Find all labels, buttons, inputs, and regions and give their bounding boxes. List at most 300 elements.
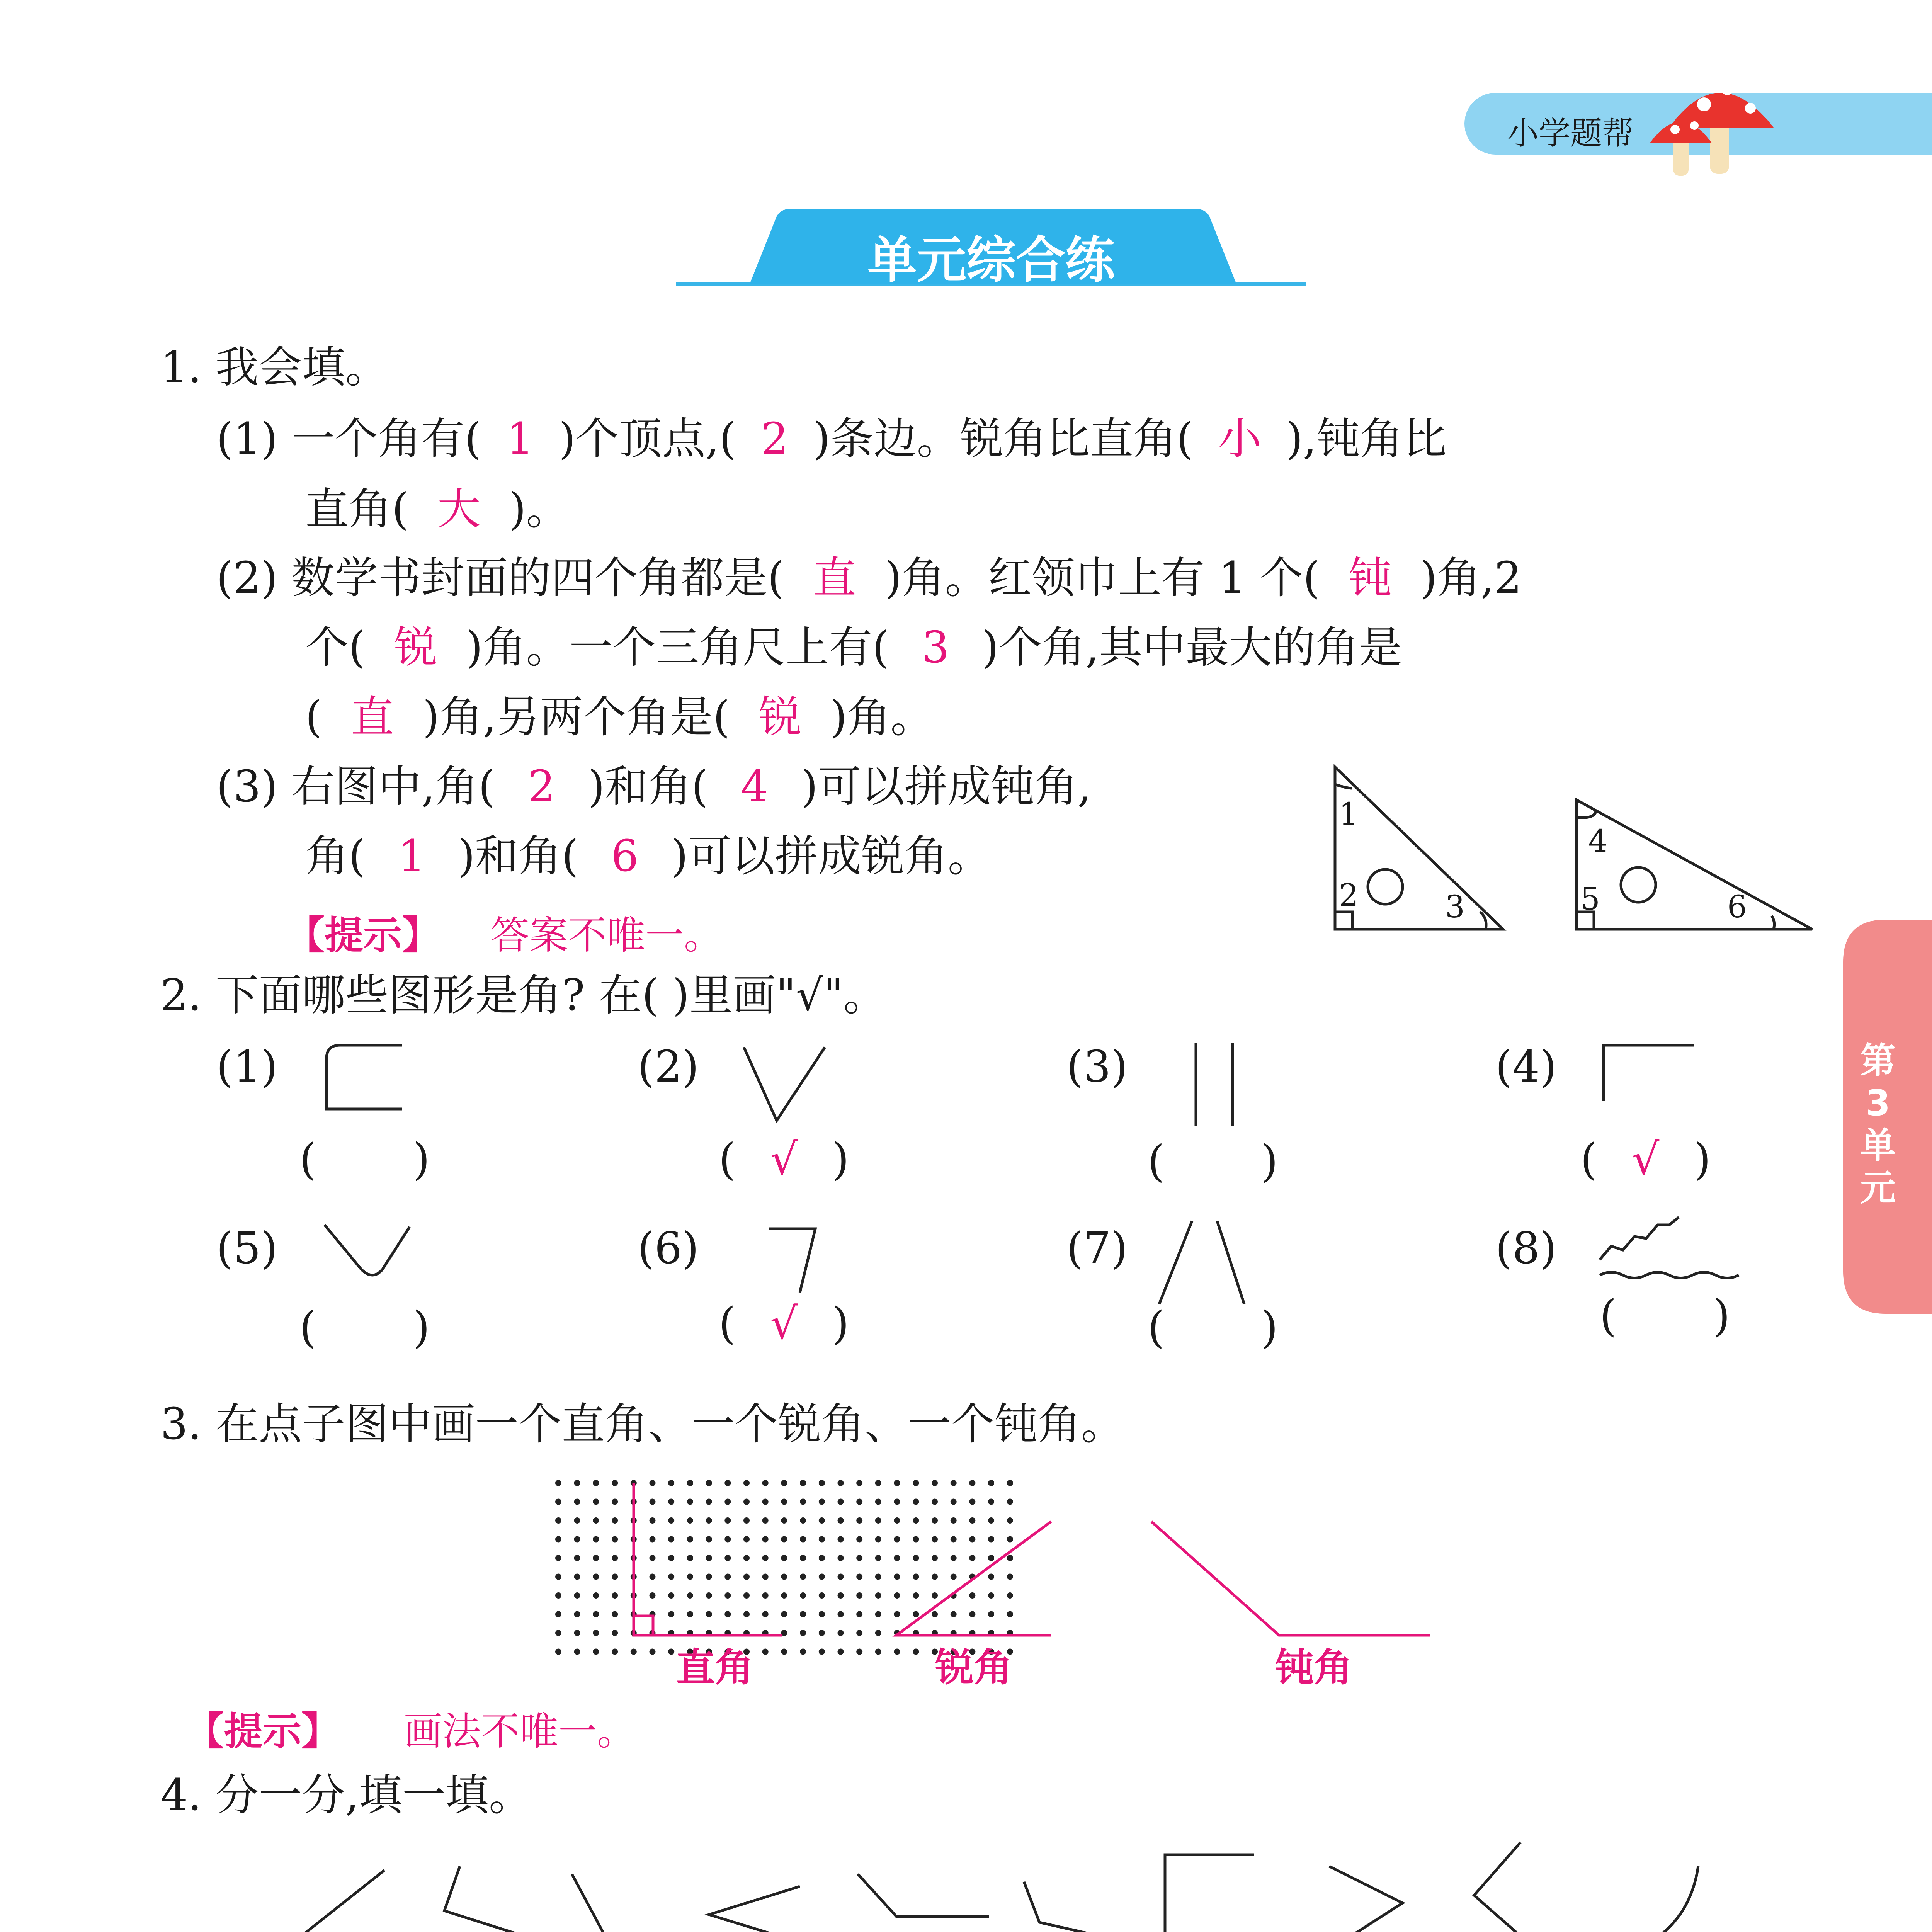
q2-figure-5 — [325, 1225, 410, 1275]
grid-dot — [875, 1536, 881, 1543]
grid-dot — [932, 1536, 938, 1543]
section-banner-title: 单元综合练 — [867, 231, 1115, 289]
q1-text: )角。 — [830, 692, 934, 742]
grid-dot — [687, 1574, 693, 1580]
q1-answer: 3 — [922, 622, 949, 673]
grid-dot — [988, 1611, 994, 1617]
grid-dot — [762, 1649, 769, 1655]
unit-tab-char: 3 — [1865, 1082, 1890, 1124]
grid-dot — [819, 1649, 825, 1655]
q2-answer-box: ( ) — [299, 1303, 430, 1353]
grid-dot — [819, 1574, 825, 1580]
grid-dot — [612, 1499, 618, 1505]
grid-dot — [762, 1480, 769, 1486]
grid-dot — [988, 1574, 994, 1580]
grid-dot — [555, 1536, 561, 1543]
q1-text: )和角( — [588, 762, 708, 812]
q1-answer: 钝 — [1348, 553, 1392, 603]
grid-dot — [706, 1480, 712, 1486]
q3-obtuse-angle — [1151, 1522, 1430, 1635]
grid-dot — [631, 1649, 637, 1655]
q1-text: )可以拼成钝角, — [801, 762, 1092, 812]
grid-dot — [1007, 1592, 1013, 1599]
grid-dot — [913, 1499, 919, 1505]
grid-dot — [932, 1574, 938, 1580]
grid-dot — [555, 1649, 561, 1655]
grid-dot — [838, 1499, 844, 1505]
grid-dot — [894, 1517, 900, 1524]
q1-answer: 1 — [506, 414, 534, 464]
grid-dot — [838, 1555, 844, 1561]
grid-dot — [593, 1536, 599, 1543]
q2-answer-box: ( ) — [1600, 1291, 1730, 1341]
q1-answer: 锐 — [758, 692, 802, 742]
q1-answer: 2 — [761, 414, 789, 464]
q2-figure-7 — [1159, 1221, 1244, 1304]
grid-dot — [555, 1517, 561, 1524]
q4-title: 4. 分一分,填一填。 — [160, 1770, 532, 1820]
grid-dot — [743, 1574, 750, 1580]
grid-dot — [875, 1649, 881, 1655]
grid-dot — [932, 1480, 938, 1486]
q1-answer: 直 — [350, 692, 394, 742]
q1-part2-line1 — [216, 553, 1522, 603]
grid-dot — [724, 1499, 731, 1505]
triangle-figure-a — [1335, 767, 1503, 929]
grid-dot — [856, 1499, 862, 1505]
grid-dot — [875, 1499, 881, 1505]
grid-dot — [574, 1499, 580, 1505]
q1-text: )条边。锐角比直角( — [813, 414, 1194, 464]
grid-dot — [894, 1649, 900, 1655]
grid-dot — [593, 1555, 599, 1561]
grid-dot — [1007, 1555, 1013, 1561]
grid-dot — [743, 1592, 750, 1599]
grid-dot — [988, 1592, 994, 1599]
grid-dot — [555, 1630, 561, 1636]
grid-dot — [612, 1555, 618, 1561]
grid-dot — [650, 1517, 656, 1524]
q1-text: 个( — [305, 622, 366, 673]
grid-dot — [687, 1592, 693, 1599]
grid-dot — [875, 1480, 881, 1486]
q1-text: (3) 右图中,角( — [216, 762, 495, 812]
grid-dot — [668, 1574, 674, 1580]
q2-item-label: (7) — [1066, 1223, 1128, 1274]
grid-dot — [650, 1592, 656, 1599]
q2-check-answer: √ — [1632, 1134, 1660, 1185]
grid-dot — [650, 1499, 656, 1505]
grid-dot — [838, 1536, 844, 1543]
grid-dot — [969, 1499, 975, 1505]
grid-dot — [913, 1536, 919, 1543]
q4-figures — [288, 1842, 1743, 1932]
grid-dot — [762, 1611, 769, 1617]
triangle-label: 3 — [1445, 889, 1465, 925]
q2-item-label: (4) — [1495, 1042, 1557, 1092]
grid-dot — [894, 1536, 900, 1543]
grid-dot — [856, 1630, 862, 1636]
grid-dot — [762, 1555, 769, 1561]
grid-dot — [724, 1555, 731, 1561]
grid-dot — [706, 1517, 712, 1524]
grid-dot — [574, 1574, 580, 1580]
grid-dot — [1007, 1611, 1013, 1617]
q1-part2-line3 — [305, 692, 934, 742]
grid-dot — [856, 1480, 862, 1486]
q2-answer-box: ( ) — [1148, 1303, 1278, 1353]
grid-dot — [969, 1517, 975, 1524]
grid-dot — [743, 1499, 750, 1505]
grid-dot — [819, 1555, 825, 1561]
grid-dot — [574, 1592, 580, 1599]
q1-text: (2) 数学书封面的四个角都是( — [216, 553, 784, 603]
grid-dot — [668, 1499, 674, 1505]
q2-answer-box: ( √ ) — [1580, 1134, 1711, 1185]
q4-angle-4 — [709, 1886, 804, 1932]
grid-dot — [706, 1611, 712, 1617]
q1-text: (1) 一个角有( — [216, 414, 481, 464]
q1-text: )。 — [509, 484, 570, 534]
grid-dot — [555, 1592, 561, 1599]
grid-dot — [838, 1480, 844, 1486]
grid-dot — [612, 1592, 618, 1599]
grid-dot — [856, 1649, 862, 1655]
q2-item-label: (5) — [216, 1223, 278, 1274]
q1-text: )和角( — [458, 831, 579, 881]
triangle-label: 6 — [1727, 889, 1747, 925]
q1-text: )个角,其中最大的角是 — [982, 622, 1402, 673]
grid-dot — [555, 1574, 561, 1580]
grid-dot — [875, 1630, 881, 1636]
grid-dot — [743, 1517, 750, 1524]
q2-item-label: (6) — [638, 1223, 699, 1274]
q1-text: 直角( — [305, 484, 409, 534]
q2-check-answer: √ — [770, 1299, 798, 1349]
grid-dot — [555, 1611, 561, 1617]
grid-dot — [781, 1649, 787, 1655]
grid-dot — [800, 1630, 806, 1636]
grid-dot — [819, 1630, 825, 1636]
grid-dot — [593, 1611, 599, 1617]
grid-dot — [781, 1611, 787, 1617]
q2-figure-2 — [744, 1047, 825, 1121]
q4-angle-1 — [288, 1870, 388, 1932]
q1-text: )角,2 — [1420, 553, 1522, 603]
q1-text: ( — [305, 692, 322, 742]
triangle-label: 5 — [1580, 881, 1600, 917]
q1-part3-line2 — [305, 831, 991, 881]
grid-dot — [668, 1555, 674, 1561]
grid-dot — [894, 1592, 900, 1599]
q1-answer: 6 — [611, 831, 639, 881]
grid-dot — [650, 1480, 656, 1486]
grid-dot — [593, 1480, 599, 1486]
grid-dot — [574, 1611, 580, 1617]
grid-dot — [932, 1517, 938, 1524]
grid-dot — [574, 1536, 580, 1543]
q4-angle-3 — [572, 1874, 680, 1932]
unit-tab-char: 单 — [1860, 1125, 1896, 1166]
q1-tip-text: 答案不唯一。 — [491, 913, 723, 958]
grid-dot — [800, 1499, 806, 1505]
grid-dot — [668, 1517, 674, 1524]
q2-figure-6 — [769, 1229, 815, 1293]
q3-tip-label: 【提示】 — [185, 1709, 340, 1754]
grid-dot — [612, 1574, 618, 1580]
grid-dot — [781, 1499, 787, 1505]
q2-figure-8-zigzag — [1600, 1217, 1679, 1260]
q1-text: ),钝角比 — [1286, 414, 1447, 464]
grid-dot — [724, 1536, 731, 1543]
grid-dot — [838, 1611, 844, 1617]
grid-dot — [988, 1480, 994, 1486]
q1-part1-line2 — [305, 484, 570, 534]
q1-text: )角,另两个角是( — [422, 692, 730, 742]
grid-dot — [781, 1517, 787, 1524]
grid-dot — [800, 1611, 806, 1617]
grid-dot — [951, 1555, 957, 1561]
q1-text: )角。红领巾上有 1 个( — [884, 553, 1320, 603]
q1-part3-line1 — [216, 762, 1092, 812]
grid-dot — [875, 1592, 881, 1599]
grid-dot — [800, 1592, 806, 1599]
grid-dot — [762, 1517, 769, 1524]
grid-dot — [593, 1574, 599, 1580]
grid-dot — [1007, 1517, 1013, 1524]
grid-dot — [819, 1536, 825, 1543]
grid-dot — [555, 1480, 561, 1486]
grid-dot — [913, 1574, 919, 1580]
grid-dot — [650, 1574, 656, 1580]
grid-dot — [612, 1536, 618, 1543]
grid-dot — [838, 1630, 844, 1636]
q2-item-label: (8) — [1495, 1223, 1557, 1274]
grid-dot — [856, 1555, 862, 1561]
q4-angle-2 — [444, 1866, 533, 1932]
q2-answer-box: ( √ ) — [719, 1134, 849, 1185]
grid-dot — [913, 1611, 919, 1617]
q2-check-answer: √ — [770, 1134, 798, 1185]
grid-dot — [819, 1480, 825, 1486]
grid-dot — [781, 1574, 787, 1580]
grid-dot — [612, 1630, 618, 1636]
grid-dot — [800, 1517, 806, 1524]
q2-figure-3 — [1196, 1043, 1233, 1126]
q4-angle-9 — [1474, 1842, 1538, 1932]
grid-dot — [762, 1536, 769, 1543]
q2-figure-4 — [1604, 1045, 1694, 1101]
q1-answer: 2 — [527, 762, 556, 812]
grid-dot — [1007, 1480, 1013, 1486]
grid-dot — [574, 1517, 580, 1524]
grid-dot — [951, 1499, 957, 1505]
q3-title: 3. 在点子图中画一个直角、一个锐角、一个钝角。 — [160, 1399, 1124, 1449]
q1-tip-label: 【提示】 — [286, 913, 440, 958]
grid-dot — [650, 1649, 656, 1655]
grid-dot — [668, 1611, 674, 1617]
q2-title: 2. 下面哪些图形是角? 在( )里画"√"。 — [160, 970, 887, 1020]
grid-dot — [856, 1536, 862, 1543]
grid-dot — [743, 1611, 750, 1617]
grid-dot — [894, 1499, 900, 1505]
grid-dot — [894, 1555, 900, 1561]
grid-dot — [969, 1611, 975, 1617]
grid-dot — [724, 1592, 731, 1599]
triangle-label: 4 — [1588, 823, 1608, 859]
q2-figure-8-wave — [1600, 1272, 1739, 1278]
triangle-label: 2 — [1339, 877, 1359, 913]
grid-dot — [743, 1555, 750, 1561]
brand-label: 小学题帮 — [1507, 115, 1634, 152]
grid-dot — [593, 1592, 599, 1599]
grid-dot — [969, 1480, 975, 1486]
grid-dot — [668, 1649, 674, 1655]
grid-dot — [819, 1517, 825, 1524]
grid-dot — [838, 1574, 844, 1580]
dot-grid — [555, 1480, 1013, 1655]
grid-dot — [932, 1592, 938, 1599]
grid-dot — [819, 1499, 825, 1505]
q4-angle-7 — [1165, 1855, 1254, 1932]
grid-dot — [894, 1480, 900, 1486]
grid-dot — [819, 1592, 825, 1599]
grid-dot — [743, 1480, 750, 1486]
grid-dot — [932, 1611, 938, 1617]
q2-answer-box: ( ) — [1148, 1136, 1278, 1187]
grid-dot — [612, 1649, 618, 1655]
grid-dot — [762, 1574, 769, 1580]
q3-drawn-angles — [634, 1483, 1430, 1635]
grid-dot — [687, 1517, 693, 1524]
q2-item-label: (3) — [1066, 1042, 1128, 1092]
q1-answer: 锐 — [394, 622, 437, 673]
q4-angle-8 — [1329, 1866, 1403, 1932]
grid-dot — [593, 1630, 599, 1636]
grid-dot — [932, 1555, 938, 1561]
grid-dot — [593, 1499, 599, 1505]
grid-dot — [951, 1517, 957, 1524]
q1-text: )可以拼成锐角。 — [671, 831, 991, 881]
grid-dot — [555, 1555, 561, 1561]
grid-dot — [913, 1517, 919, 1524]
q1-text: )角。一个三角尺上有( — [466, 622, 889, 673]
grid-dot — [687, 1555, 693, 1561]
grid-dot — [668, 1536, 674, 1543]
grid-dot — [706, 1536, 712, 1543]
grid-dot — [894, 1574, 900, 1580]
q1-part1-line1 — [216, 414, 1447, 464]
grid-dot — [894, 1611, 900, 1617]
grid-dot — [1007, 1536, 1013, 1543]
q1-answer: 小 — [1218, 414, 1262, 464]
triangle-label: 1 — [1339, 796, 1359, 832]
grid-dot — [951, 1611, 957, 1617]
grid-dot — [969, 1592, 975, 1599]
grid-dot — [969, 1555, 975, 1561]
grid-dot — [574, 1555, 580, 1561]
q1-answer: 1 — [398, 831, 426, 881]
grid-dot — [856, 1517, 862, 1524]
grid-dot — [856, 1611, 862, 1617]
grid-dot — [724, 1574, 731, 1580]
grid-dot — [706, 1592, 712, 1599]
grid-dot — [612, 1611, 618, 1617]
grid-dot — [988, 1499, 994, 1505]
grid-dot — [875, 1517, 881, 1524]
grid-dot — [913, 1555, 919, 1561]
grid-dot — [875, 1611, 881, 1617]
grid-dot — [913, 1592, 919, 1599]
grid-dot — [800, 1536, 806, 1543]
q3-label-right: 直角 — [676, 1645, 753, 1690]
grid-dot — [819, 1611, 825, 1617]
q2-item-label: (1) — [216, 1042, 278, 1092]
grid-dot — [913, 1480, 919, 1486]
grid-dot — [612, 1517, 618, 1524]
grid-dot — [800, 1649, 806, 1655]
q1-answer: 直 — [813, 553, 856, 603]
q1-answer: 4 — [741, 762, 769, 812]
q1-answer: 大 — [437, 484, 481, 534]
grid-dot — [706, 1574, 712, 1580]
grid-dot — [668, 1592, 674, 1599]
grid-dot — [951, 1480, 957, 1486]
grid-dot — [875, 1555, 881, 1561]
q1-text: )个顶点,( — [558, 414, 736, 464]
unit-tab-label — [1851, 1039, 1905, 1209]
grid-dot — [800, 1555, 806, 1561]
grid-dot — [574, 1630, 580, 1636]
grid-dot — [612, 1480, 618, 1486]
q1-title: 1. 我会填。 — [160, 342, 389, 393]
grid-dot — [650, 1555, 656, 1561]
q2-answer-box: ( √ ) — [719, 1299, 849, 1349]
grid-dot — [724, 1611, 731, 1617]
q4-angle-6 — [1024, 1882, 1113, 1932]
q2-item-label: (2) — [638, 1042, 699, 1092]
grid-dot — [706, 1499, 712, 1505]
q1-text: 角( — [305, 831, 366, 881]
grid-dot — [687, 1536, 693, 1543]
grid-dot — [555, 1499, 561, 1505]
q2-figure-1 — [327, 1045, 402, 1109]
unit-tab-char: 元 — [1860, 1167, 1896, 1209]
triangle-figure-b — [1577, 800, 1812, 929]
q4-angle-5 — [858, 1874, 989, 1917]
grid-dot — [781, 1480, 787, 1486]
grid-dot — [593, 1517, 599, 1524]
grid-dot — [1007, 1574, 1013, 1580]
q2-answer-box: ( ) — [299, 1134, 430, 1185]
grid-dot — [781, 1592, 787, 1599]
q3-tip-text: 画法不唯一。 — [404, 1709, 636, 1754]
grid-dot — [1007, 1499, 1013, 1505]
grid-dot — [574, 1649, 580, 1655]
grid-dot — [743, 1536, 750, 1543]
q3-label-acute: 锐角 — [935, 1645, 1012, 1690]
grid-dot — [762, 1499, 769, 1505]
q3-label-obtuse: 钝角 — [1275, 1645, 1352, 1690]
grid-dot — [650, 1536, 656, 1543]
grid-dot — [800, 1574, 806, 1580]
grid-dot — [687, 1480, 693, 1486]
grid-dot — [574, 1480, 580, 1486]
grid-dot — [762, 1592, 769, 1599]
grid-dot — [687, 1611, 693, 1617]
grid-dot — [932, 1499, 938, 1505]
grid-dot — [988, 1536, 994, 1543]
